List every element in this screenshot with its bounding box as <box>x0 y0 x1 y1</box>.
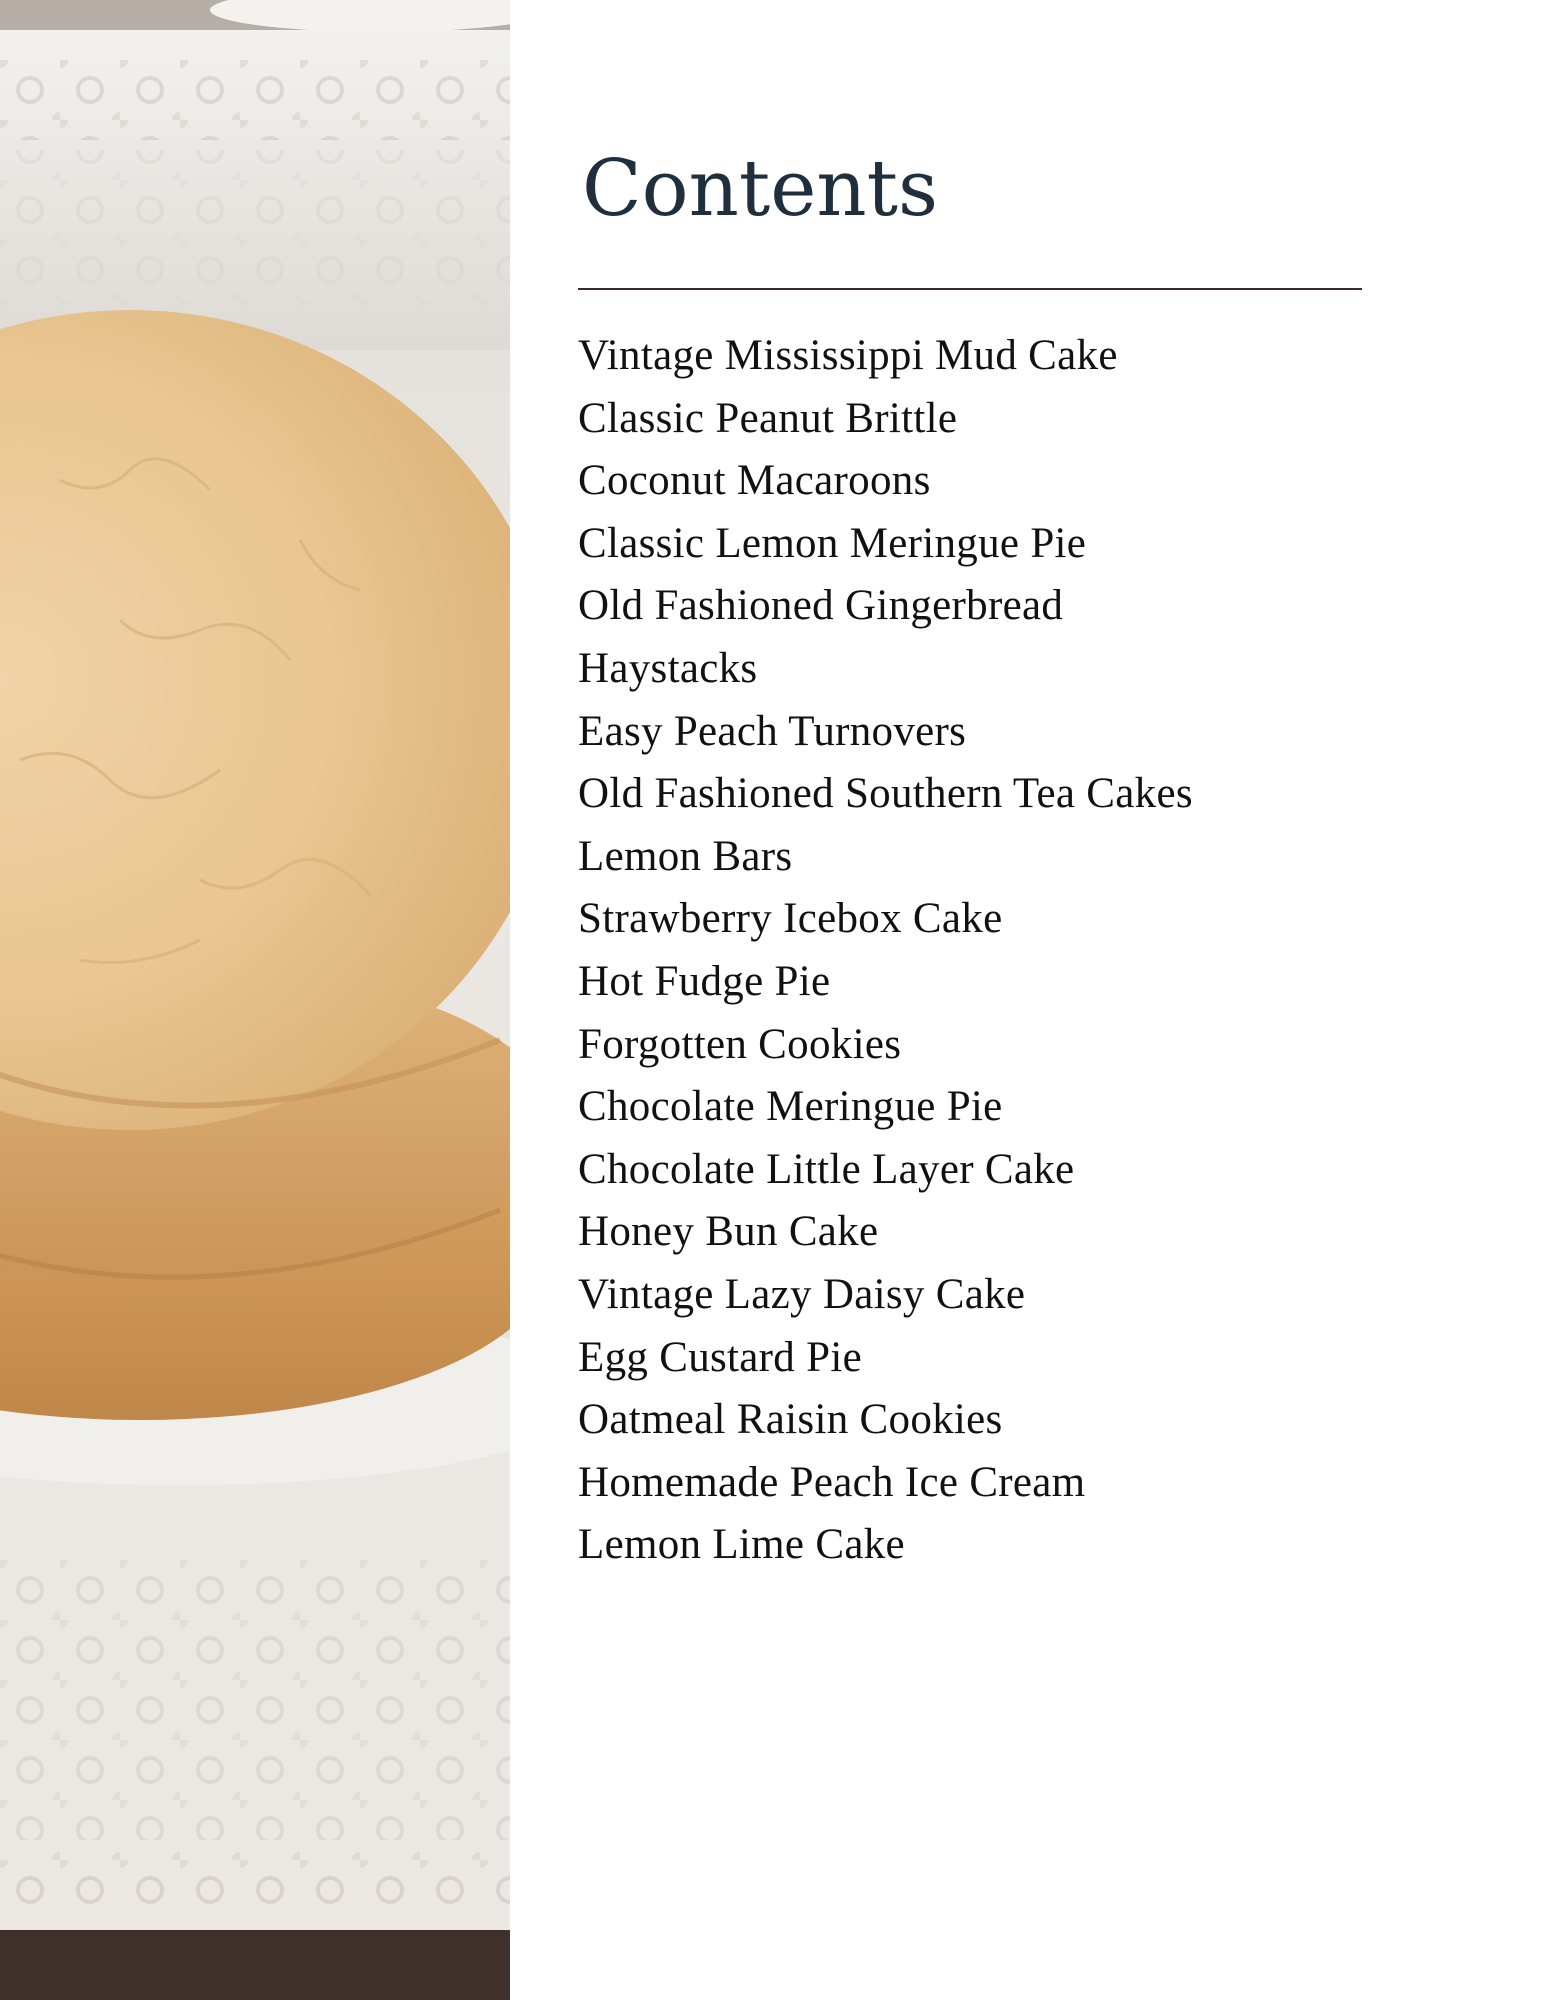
contents-item: Classic Peanut Brittle <box>578 394 958 442</box>
contents-item: Easy Peach Turnovers <box>578 707 967 755</box>
contents-item: Forgotten Cookies <box>578 1020 902 1068</box>
contents-item: Old Fashioned Southern Tea Cakes <box>578 770 1193 818</box>
plate-emboss-upper-2 <box>0 150 510 310</box>
contents-list <box>578 325 1193 1577</box>
contents-item: Oatmeal Raisin Cookies <box>578 1396 1003 1444</box>
contents-item: Vintage Lazy Daisy Cake <box>578 1270 1026 1318</box>
table-bottom <box>0 1930 510 2000</box>
title-divider <box>578 288 1362 290</box>
contents-item: Classic Lemon Meringue Pie <box>578 519 1087 567</box>
contents-item: Homemade Peach Ice Cream <box>578 1458 1086 1506</box>
contents-item: Coconut Macaroons <box>578 457 931 505</box>
contents-item: Honey Bun Cake <box>578 1208 879 1256</box>
contents-item: Chocolate Meringue Pie <box>578 1083 1003 1131</box>
cookie-top <box>0 310 510 1130</box>
plate-emboss-rim <box>0 1850 510 1910</box>
contents-item: Haystacks <box>578 644 758 692</box>
plate-emboss-upper <box>0 60 510 140</box>
plate-emboss-lower <box>0 1560 510 1840</box>
contents-panel <box>510 0 1545 2000</box>
contents-item: Strawberry Icebox Cake <box>578 895 1003 943</box>
cookie-stack-illustration <box>0 0 510 2000</box>
cookie-photo <box>0 0 510 2000</box>
page-title: Contents <box>582 144 938 234</box>
contents-item: Vintage Mississippi Mud Cake <box>578 332 1118 379</box>
contents-item: Lemon Bars <box>578 832 793 880</box>
contents-item: Chocolate Little Layer Cake <box>578 1145 1075 1193</box>
contents-item: Hot Fudge Pie <box>578 957 831 1005</box>
contents-item: Egg Custard Pie <box>578 1333 862 1381</box>
contents-item: Lemon Lime Cake <box>578 1521 905 1569</box>
contents-item: Old Fashioned Gingerbread <box>578 582 1064 630</box>
